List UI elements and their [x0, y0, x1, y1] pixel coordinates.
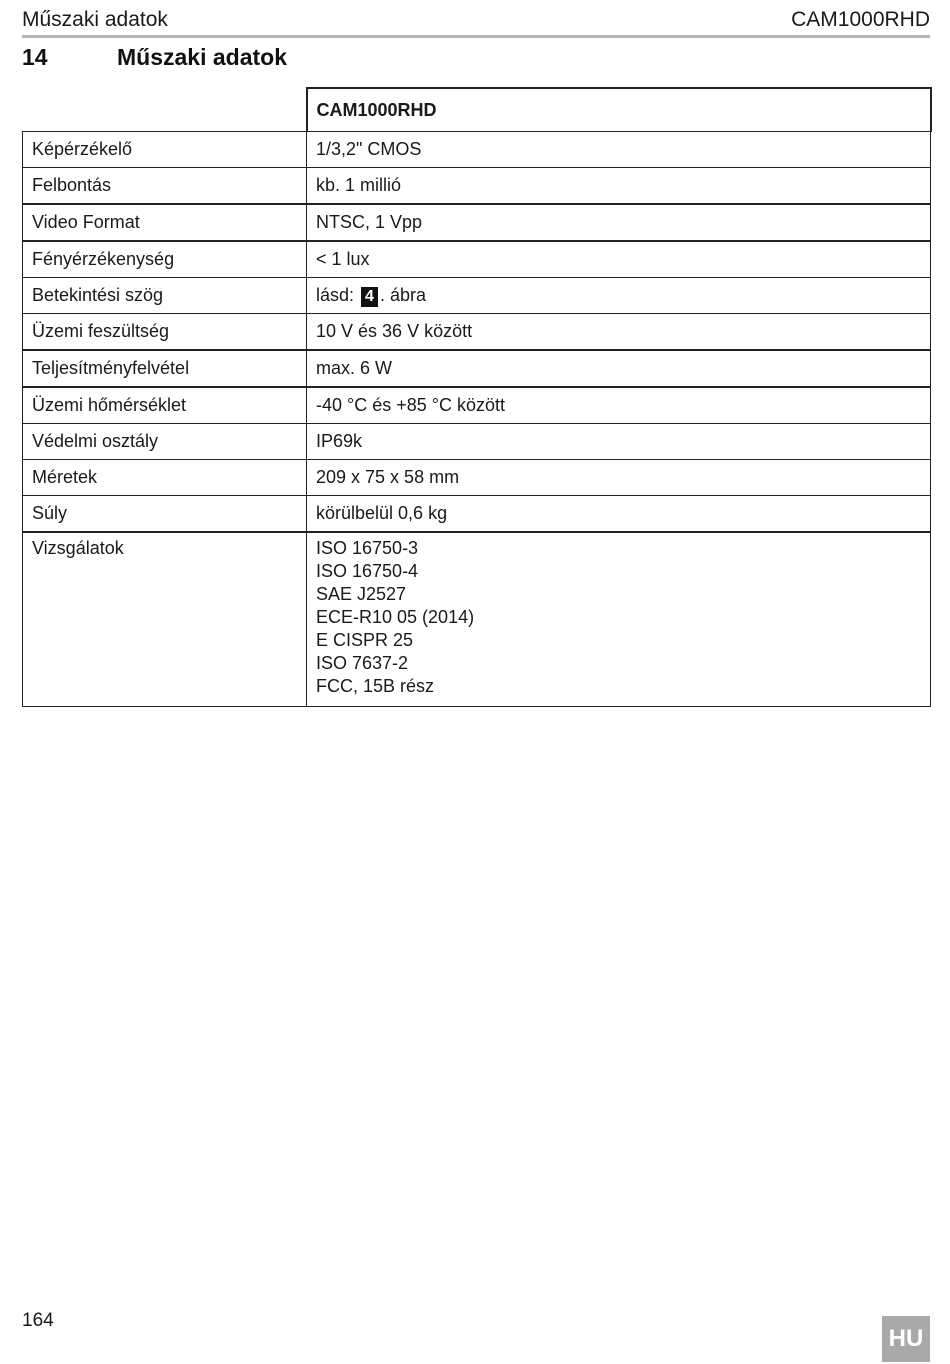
- test-standard: ECE-R10 05 (2014): [316, 607, 475, 627]
- table-header-empty-cell: [23, 88, 307, 132]
- row-label: Teljesítményfelvétel: [23, 350, 307, 387]
- row-label: Védelmi osztály: [23, 424, 307, 460]
- row-value: IP69k: [307, 424, 931, 460]
- row-value: [307, 278, 931, 314]
- spec-table: [22, 87, 932, 707]
- test-standard: ISO 16750-4: [316, 561, 419, 581]
- test-standard: FCC, 15B rész: [316, 676, 435, 696]
- table-row: [23, 496, 931, 533]
- row-label: Képérzékelő: [23, 132, 307, 168]
- table-row: [23, 314, 931, 351]
- table-row: [23, 387, 931, 424]
- table-row: [23, 424, 931, 460]
- header-model-name: CAM1000RHD: [791, 8, 930, 31]
- test-standard: ISO 16750-3: [316, 538, 419, 558]
- table-row: [23, 532, 931, 707]
- page-number: 164: [22, 1310, 54, 1331]
- table-header-row: [23, 88, 931, 132]
- row-value: 10 V és 36 V között: [307, 314, 931, 351]
- value-suffix: . ábra: [379, 285, 426, 305]
- table-row: [23, 204, 931, 241]
- language-badge: HU: [882, 1316, 930, 1362]
- section-title: Műszaki adatok: [117, 43, 287, 70]
- table-row: [23, 132, 931, 168]
- test-standard: E CISPR 25: [316, 630, 414, 650]
- row-value: 209 x 75 x 58 mm: [307, 460, 931, 496]
- row-label: Súly: [23, 496, 307, 533]
- table-row: [23, 460, 931, 496]
- test-standard: SAE J2527: [316, 584, 407, 604]
- figure-reference-badge: 4: [361, 287, 378, 307]
- row-value: -40 °C és +85 °C között: [307, 387, 931, 424]
- running-header: [22, 6, 930, 34]
- test-standard: ISO 7637-2: [316, 653, 409, 673]
- table-row: [23, 278, 931, 314]
- value-prefix: lásd:: [316, 285, 355, 305]
- row-value: max. 6 W: [307, 350, 931, 387]
- row-label: Üzemi hőmérséklet: [23, 387, 307, 424]
- row-label: Méretek: [23, 460, 307, 496]
- row-value: 1/3,2" CMOS: [307, 132, 931, 168]
- table-column-header: CAM1000RHD: [307, 88, 931, 132]
- row-label: Fényérzékenység: [23, 241, 307, 278]
- row-value: NTSC, 1 Vpp: [307, 204, 931, 241]
- table-row: [23, 350, 931, 387]
- row-label: Üzemi feszültség: [23, 314, 307, 351]
- row-label: Felbontás: [23, 168, 307, 205]
- header-divider: [22, 35, 930, 38]
- row-value: kb. 1 millió: [307, 168, 931, 205]
- section-number: 14: [22, 43, 48, 70]
- row-label: Vizsgálatok: [23, 532, 307, 707]
- row-value-list: [307, 532, 931, 707]
- table-row: [23, 241, 931, 278]
- row-value: körülbelül 0,6 kg: [307, 496, 931, 533]
- header-chapter-title: Műszaki adatok: [22, 8, 168, 31]
- table-row: [23, 168, 931, 205]
- section-heading: [22, 42, 287, 72]
- row-value: < 1 lux: [307, 241, 931, 278]
- row-label: Video Format: [23, 204, 307, 241]
- row-label: Betekintési szög: [23, 278, 307, 314]
